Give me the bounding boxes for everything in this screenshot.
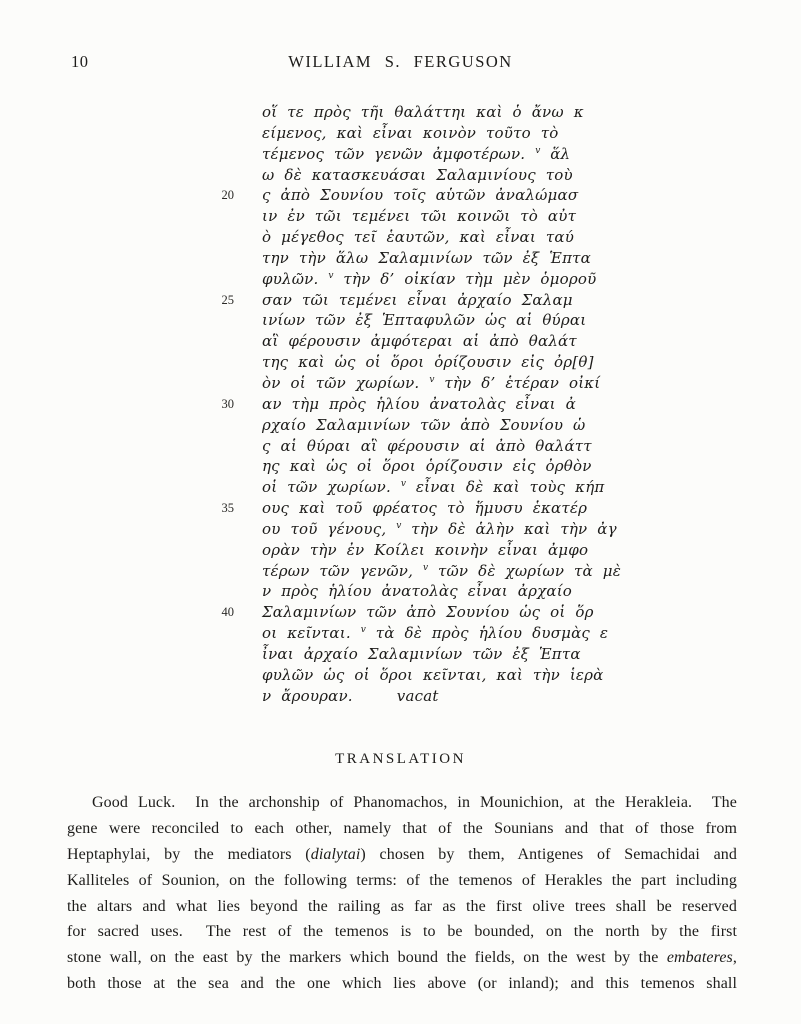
greek-line — [0, 144, 801, 165]
greek-line-text: ινίων τῶν ἐξ Ἑπταφυλῶν ὡς αἱ θύραι — [262, 311, 587, 330]
greek-line-text: ους καὶ τοῦ φρέατος τὸ ἥμυσυ ἑκατέρ — [262, 499, 588, 518]
greek-line-text: φυλῶν. $^v$ τὴν δ’ οἰκίαν τὴμ μὲν ὁμοροῦ — [262, 269, 597, 288]
greek-line-text: αν τὴμ πρὸς ἡλίου ἀνατολὰς εἶναι ἀ — [262, 394, 576, 413]
greek-line-text: ὸν οἱ τῶν χωρίων. $^v$ τὴν δ’ ἑτέραν οἰκί — [262, 373, 601, 392]
italic-term: embateres — [666, 949, 733, 967]
translation-line — [67, 868, 737, 894]
translation-text: Good Luck. In the archonship of Phanomachos, in Mounichion, at the Herakleia. The — [92, 794, 737, 811]
greek-line — [0, 227, 801, 248]
translation-heading: TRANSLATION — [335, 751, 466, 767]
inscription-line-number: 30 — [221, 396, 234, 411]
greek-line-text: ς αἱ θύραι αἳ φέρουσιν αἱ ἀπὸ θαλάττ — [262, 436, 592, 455]
greek-line-text: ορὰν τὴν ἐν Κοίλει κοινὴν εἶναι ἀμφο — [262, 540, 589, 559]
vacat-mark: v — [400, 479, 406, 490]
greek-line-text: οι κεῖνται. $^v$ τὰ δὲ πρὸς ἡλίου δυσμὰς ε — [262, 624, 609, 643]
translation-line — [67, 894, 737, 920]
greek-line-text: ιν ἐν τῶι τεμένει τῶι κοινῶι τὸ αὐτ — [262, 207, 577, 226]
greek-line-text: ου τοῦ γένους, $^v$ τὴν δὲ ἁλὴν καὶ τὴν ἀγ — [262, 519, 617, 538]
translation-line — [67, 816, 737, 842]
greek-line-text: σαν τῶι τεμένει εἶναι ἀρχαίο Σαλαμ — [262, 290, 573, 309]
greek-line-text: της καὶ ὡς οἱ ὅροι ὁρίζουσιν εἰς ὀρ[θ] — [262, 353, 594, 372]
greek-line — [0, 269, 801, 290]
greek-line-text: Σαλαμινίων τῶν ἀπὸ Σουνίου ὡς οἱ ὅρ — [262, 603, 594, 622]
greek-line — [0, 644, 801, 665]
translation-text: , — [732, 949, 737, 967]
greek-line — [0, 165, 801, 186]
greek-line-text: την τὴν ἅλω Σαλαμινίων τῶν ἐξ Ἑπτα — [262, 248, 591, 267]
page-number: 10 — [71, 52, 89, 71]
running-header: WILLIAM S. FERGUSON — [288, 52, 513, 71]
greek-line-text: ὸ μέγεθος τεῖ ἑαυτῶν, καὶ εἶναι ταύ — [262, 228, 575, 247]
greek-line — [0, 394, 801, 415]
translation-paragraph — [67, 790, 737, 997]
translation-text: for sacred uses. The rest of the temenos is to be bounded, on the north by the first — [67, 923, 737, 941]
greek-line — [0, 248, 801, 269]
greek-line — [0, 561, 801, 582]
greek-line-text: αἳ φέρουσιν ἀμφότεραι αἱ ἀπὸ θαλάτ — [262, 332, 577, 351]
translation-text: the altars and what lies beyond the railing as far as the first olive trees shall be reserved — [67, 897, 737, 915]
greek-line — [0, 686, 801, 707]
vacat-mark: v — [422, 562, 429, 573]
vacat-mark: v — [328, 270, 334, 281]
greek-line — [0, 310, 801, 331]
translation-line — [67, 971, 737, 997]
greek-line — [0, 185, 801, 206]
greek-line — [0, 602, 801, 623]
greek-line — [0, 477, 801, 498]
greek-line — [0, 290, 801, 311]
translation-text: Kalliteles of Sounion, on the following terms: of the temenos of Herakles the part including — [67, 871, 737, 889]
greek-line — [0, 436, 801, 457]
translation-text: Heptaphylai, by the mediators ( — [67, 845, 311, 863]
greek-line — [0, 456, 801, 477]
greek-line-text: είμενος, καὶ εἶναι κοινὸν τοῦτο τὸ — [262, 123, 559, 142]
translation-line — [67, 790, 737, 816]
greek-inscription-text — [0, 102, 801, 706]
greek-line — [0, 352, 801, 373]
greek-line — [0, 123, 801, 144]
greek-line-text: ης καὶ ὡς οἱ ὅροι ὁρίζουσιν εἰς ὀρθὸν — [262, 457, 592, 476]
translation-text: ) chosen by them, Antigenes of Semachidai and — [360, 845, 738, 863]
greek-line — [0, 623, 801, 644]
greek-line-text: ν πρὸς ἡλίου ἀνατολὰς εἶναι ἀρχαίο — [262, 582, 573, 601]
greek-line — [0, 540, 801, 561]
greek-line-text: ω δὲ κατασκευάσαι Σαλαμινίους τοὺ — [262, 165, 573, 184]
vacat-label: vacat — [396, 686, 439, 705]
greek-line-text: τέμενος τῶν γενῶν ἀμφοτέρων. $^v$ ἅλ — [262, 144, 571, 163]
greek-line-text: ρχαίο Σαλαμινίων τῶν ἀπὸ Σουνίου ὡ — [262, 415, 586, 434]
translation-line — [67, 842, 737, 868]
greek-line — [0, 665, 801, 686]
greek-line — [0, 373, 801, 394]
inscription-line-number: 20 — [221, 188, 234, 203]
greek-line-text: τέρων τῶν γενῶν, $^v$ τῶν δὲ χωρίων τὰ μὲ — [262, 561, 621, 580]
translation-line — [67, 919, 737, 945]
inscription-line-number: 40 — [221, 605, 234, 620]
greek-line — [0, 519, 801, 540]
vacat-mark: v — [429, 374, 435, 385]
greek-line — [0, 581, 801, 602]
vacat-mark: v — [535, 145, 541, 156]
greek-line-text: ν ἄρουραν. vacat — [262, 686, 439, 705]
greek-line-text: ἶναι ἀρχαίο Σαλαμινίων τῶν ἐξ Ἑπτα — [262, 644, 581, 663]
greek-line — [0, 102, 801, 123]
greek-line — [0, 206, 801, 227]
greek-line-text: οἵ τε πρὸς τῆι θαλάττηι καὶ ὁ ἄνω κ — [262, 103, 584, 121]
italic-term: dialytai — [310, 845, 361, 863]
vacat-mark: v — [396, 520, 402, 531]
inscription-line-number: 25 — [221, 292, 234, 307]
greek-line — [0, 415, 801, 436]
greek-line — [0, 498, 801, 519]
translation-line — [67, 945, 737, 971]
greek-line-text: φυλῶν ὡς οἱ ὅροι κεῖνται, καὶ τὴν ἱερὰ — [262, 665, 604, 684]
translation-text: gene were reconciled to each other, namely that of the Sounians and that of those from — [67, 819, 737, 837]
greek-line-text: ς ἀπὸ Σουνίου τοῖς αὑτῶν ἀναλώμασ — [262, 186, 579, 205]
translation-text: stone wall, on the east by the markers which bound the fields, on the west by the — [67, 949, 667, 967]
inscription-line-number: 35 — [221, 501, 234, 516]
vacat-mark: v — [360, 625, 366, 636]
greek-line-text: οἱ τῶν χωρίων. $^v$ εἶναι δὲ καὶ τοὺς κήπ — [262, 478, 605, 497]
greek-line — [0, 331, 801, 352]
translation-text: both those at the sea and the one which lies above (or inland); and this temenos shall — [67, 975, 737, 993]
